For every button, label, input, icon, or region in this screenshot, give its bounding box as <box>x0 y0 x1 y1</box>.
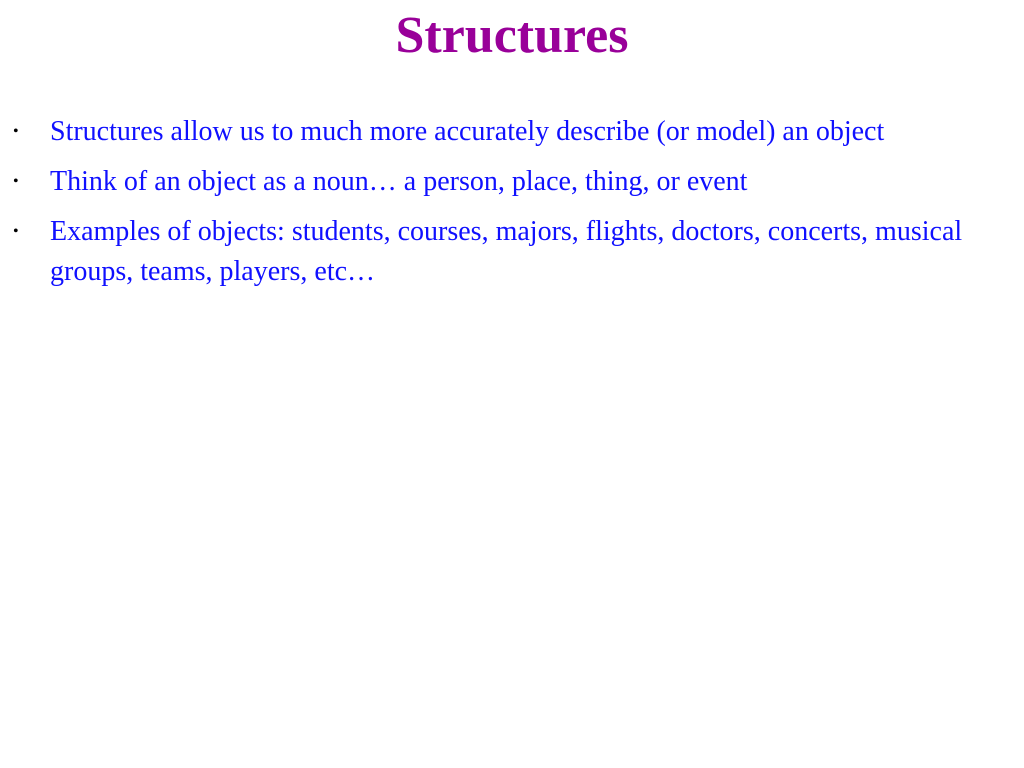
bullet-text: Think of an object as a noun… a person, place, thing, or event <box>50 166 748 197</box>
bullet-icon: • <box>13 173 19 190</box>
bullet-icon: • <box>13 123 19 140</box>
list-item <box>0 212 1024 292</box>
slide-title: Structures <box>395 7 629 64</box>
bullet-icon: • <box>13 223 19 240</box>
bullet-list <box>0 112 1024 302</box>
list-item <box>0 112 1024 152</box>
bullet-text: Structures allow us to much more accurately describe (or model) an object <box>50 116 885 147</box>
list-item <box>0 162 1024 202</box>
bullet-text: Examples of objects: students, courses, majors, flights, doctors, concerts, musical groups, teams, players, etc… <box>50 216 963 287</box>
